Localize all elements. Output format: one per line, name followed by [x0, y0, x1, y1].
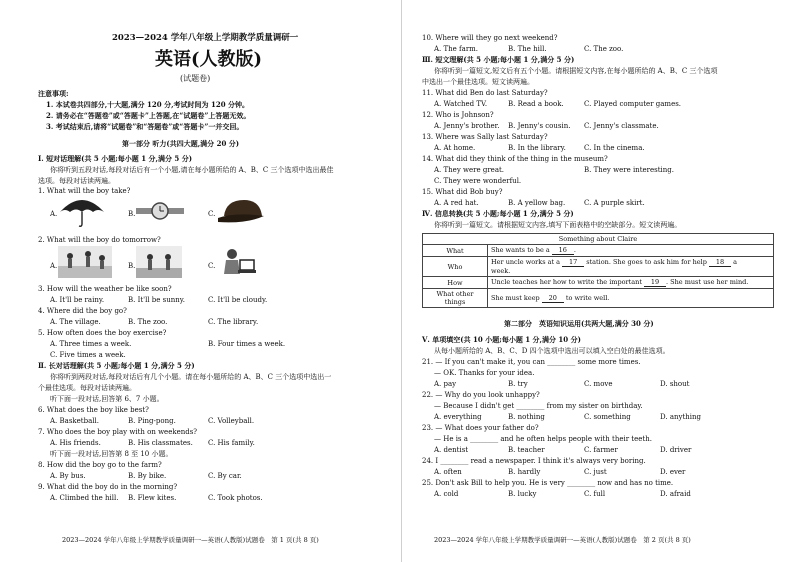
option-d[interactable]: D. shout [660, 380, 690, 388]
answer-blank-17[interactable]: 17 [562, 258, 584, 267]
row-content [488, 277, 774, 289]
kids-playing-image [58, 246, 112, 278]
option-a[interactable]: A. At home. [434, 144, 476, 152]
option-a[interactable]: A. Three times a week. [50, 340, 132, 348]
table-row [423, 289, 774, 308]
option-c[interactable]: C. His family. [208, 439, 255, 447]
option-b[interactable]: B. In the library. [508, 144, 566, 152]
option-c[interactable]: C. Played computer games. [584, 100, 682, 108]
row-text: week. [491, 267, 511, 275]
boy-computer-image [222, 246, 256, 278]
page-footer: 2023—2024 学年八年级上学期教学质量调研一—英语(人教版)试题卷 第 1 页(共 8 页) [62, 536, 319, 544]
option-c[interactable]: C. Five times a week. [50, 351, 126, 359]
question-23: 23. — What does your father do? [422, 424, 539, 432]
option-b[interactable]: B. try [508, 380, 528, 388]
note-item: 2. 请务必在“答题卷”或“答题卡”上答题,在“试题卷”上答题无效。 [46, 111, 251, 120]
option-a[interactable]: A. They were great. [434, 166, 505, 174]
people-outdoors-image [136, 246, 182, 278]
option-c[interactable]: C. move [584, 380, 613, 388]
question-2: 2. What will the boy do tomorrow? [38, 236, 161, 244]
question-22-line2: — Because I didn't get ________ from my sister on birthday. [434, 402, 643, 410]
section2-instructions-2: 个最佳选项。每段对话读两遍。 [38, 384, 136, 392]
option-c[interactable]: C. farmer [584, 446, 618, 454]
option-c[interactable]: C. By car. [208, 472, 242, 480]
answer-blank-16[interactable]: 16 [552, 246, 574, 255]
section2-instructions: 你将听到两段对话,每段对话后有几个小题。请在每小题所给的 A、B、C 三个选项中选出一 [50, 373, 332, 381]
row-content [488, 289, 774, 308]
row-text: a [733, 258, 737, 266]
option-c-label: C. [208, 210, 216, 218]
umbrella-image [58, 194, 106, 228]
section3-instructions: 你将听到一篇短文,短文后有五个小题。请根据短文内容,在每小题所给的 A、B、C 三个选项 [434, 67, 718, 75]
option-a-label: A. [50, 210, 58, 218]
question-12: 12. Who is Johnson? [422, 111, 494, 119]
option-d[interactable]: D. driver [660, 446, 692, 454]
row-text: Uncle teaches her how to write the important [491, 278, 642, 286]
option-b[interactable]: B. His classmates. [128, 439, 193, 447]
option-a[interactable]: A. often [434, 468, 462, 476]
right-page [404, 0, 794, 562]
option-a[interactable]: A. Climbed the hill. [50, 494, 119, 502]
option-a[interactable]: A. A red hat. [434, 199, 479, 207]
table-row [423, 257, 774, 277]
section5-title: Ⅴ. 单项填空(共 10 小题;每小题 1 分,满分 10 分) [422, 335, 581, 344]
cap-image [216, 198, 266, 226]
option-d[interactable]: D. anything [660, 413, 701, 421]
option-a[interactable]: A. Jenny's brother. [434, 122, 500, 130]
row-label: What [423, 245, 488, 257]
page-divider [401, 0, 402, 562]
option-b[interactable]: B. Flew kites. [128, 494, 177, 502]
option-c[interactable]: C. full [584, 490, 606, 498]
question-21: 21. — If you can't make it, you can ________ some more times. [422, 358, 641, 366]
option-a[interactable]: A. Watched TV. [434, 100, 488, 108]
notes-label: 注意事项: [38, 89, 69, 98]
option-b[interactable]: B. Ping-pong. [128, 417, 176, 425]
option-a[interactable]: A. dentist [434, 446, 469, 454]
question-21-line2: — OK. Thanks for your idea. [434, 369, 535, 377]
section5-instructions: 从每小题所给的 A、B、C、D 四个选项中选出可以填入空白处的最佳选项。 [434, 347, 670, 355]
section4-instructions: 你将听到一篇短文。请根据短文内容,填写下面表格中的空缺部分。短文读两遍。 [434, 221, 682, 229]
section4-title: Ⅳ. 信息转换(共 5 小题;每小题 1 分,满分 5 分) [422, 209, 574, 218]
question-8: 8. How did the boy go to the farm? [38, 461, 162, 469]
question-11: 11. What did Ben do last Saturday? [422, 89, 548, 97]
row-content [488, 257, 774, 277]
option-b[interactable]: B. The hill. [508, 45, 547, 53]
question-1: 1. What will the boy take? [38, 187, 131, 195]
question-22: 22. — Why do you look unhappy? [422, 391, 540, 399]
option-a[interactable]: A. It'll be rainy. [50, 296, 105, 304]
option-b[interactable]: B. Jenny's cousin. [508, 122, 571, 130]
option-a[interactable]: A. Basketball. [50, 417, 99, 425]
info-table [422, 233, 774, 308]
option-c[interactable]: C. Volleyball. [208, 417, 255, 425]
question-24: 24. I ________ read a newspaper. I think it's always very boring. [422, 457, 646, 465]
section1-instructions: 你将听到五段对话,每段对话后有一个小题,请在每小题所给的 A、B、C 三个选项中选出最佳 [50, 166, 334, 174]
question-5: 5. How often does the boy exercise? [38, 329, 167, 337]
option-a-label: A. [50, 262, 58, 270]
option-a[interactable]: A. cold [434, 490, 459, 498]
option-b-label: B. [128, 262, 136, 270]
option-c[interactable]: C. The zoo. [584, 45, 624, 53]
option-c[interactable]: C. In the cinema. [584, 144, 645, 152]
option-d[interactable]: D. afraid [660, 490, 691, 498]
table-row [423, 245, 774, 257]
option-a[interactable]: A. His friends. [50, 439, 101, 447]
row-label: What other things [423, 289, 488, 308]
section3-title: Ⅲ. 短文理解(共 5 小题;每小题 1 分,满分 5 分) [422, 55, 575, 64]
option-a[interactable]: A. The village. [50, 318, 101, 326]
section2-note: 听下面一段对话,回答第 6、7 小题。 [50, 395, 164, 403]
option-b[interactable]: B. teacher [508, 446, 545, 454]
question-10: 10. Where will they go next weekend? [422, 34, 558, 42]
option-a[interactable]: A. The farm. [434, 45, 479, 53]
option-c[interactable]: C. just [584, 468, 607, 476]
question-23-line2: — He is a ________ and he often helps people with their teeth. [434, 435, 652, 443]
row-text: She must keep [491, 293, 540, 302]
answer-blank-20[interactable]: 20 [542, 294, 564, 303]
subject-title: 英语(人教版) [155, 49, 263, 70]
part2-title: 第二部分 英语知识运用(共两大题,满分 30 分) [504, 319, 654, 328]
option-c[interactable]: C. Jenny's classmate. [584, 122, 659, 130]
option-c[interactable]: C. Took photos. [208, 494, 263, 502]
option-a[interactable]: A. everything [434, 413, 482, 421]
option-b-label: B. [128, 210, 136, 218]
option-d[interactable]: D. ever [660, 468, 686, 476]
row-text: . [573, 246, 576, 254]
part1-title: 第一部分 听力(共四大题,满分 20 分) [122, 139, 240, 148]
question-7: 7. Who does the boy play with on weekends? [38, 428, 198, 436]
answer-blank-19[interactable]: 19 [644, 278, 666, 287]
note-item: 1. 本试卷共四部分,十大题,满分 120 分,考试时间为 120 分钟。 [46, 100, 250, 109]
section1-instructions-2: 选项。每段对话读两遍。 [38, 177, 115, 185]
note-item: 3. 考试结束后,请将“试题卷”和“答题卷”或“答题卡”一并交回。 [46, 122, 244, 131]
paper-type: (试题卷) [180, 74, 211, 83]
option-b[interactable]: B. It'll be sunny. [128, 296, 186, 304]
table-caption: Something about Claire [423, 234, 774, 245]
question-25: 25. Don't ask Bill to help you. He is very ________ now and has no time. [422, 479, 674, 487]
row-label: Who [423, 257, 488, 277]
row-text: station. She goes to ask him for help [586, 258, 707, 266]
row-content [488, 245, 774, 257]
question-6: 6. What does the boy like best? [38, 406, 149, 414]
option-a[interactable]: A. pay [434, 380, 457, 388]
option-b[interactable]: B. hardly [508, 468, 541, 476]
row-text: Her uncle works at a [491, 258, 561, 266]
row-label: How [423, 277, 488, 289]
question-13: 13. Where was Sally last Saturday? [422, 133, 548, 141]
section2-title: Ⅱ. 长对话理解(共 5 小题;每小题 1 分,满分 5 分) [38, 361, 195, 370]
option-b[interactable]: B. Four times a week. [208, 340, 286, 348]
exam-title: 2023—2024 学年八年级上学期教学质量调研一 [112, 33, 299, 43]
question-3: 3. How will the weather be like soon? [38, 285, 172, 293]
page-footer: 2023—2024 学年八年级上学期教学质量调研一—英语(人教版)试题卷 第 2 页(共 8 页) [434, 536, 691, 544]
row-text: . She must use her mind. [666, 278, 749, 286]
option-b[interactable]: B. The zoo. [128, 318, 168, 326]
option-c[interactable]: C. They were wonderful. [434, 177, 522, 185]
option-b[interactable]: B. lucky [508, 490, 537, 498]
row-text: She wants to be a [491, 246, 550, 254]
option-c[interactable]: C. something [584, 413, 631, 421]
answer-blank-18[interactable]: 18 [709, 258, 731, 267]
option-c-label: C. [208, 262, 216, 270]
question-14: 14. What did they think of the thing in the museum? [422, 155, 608, 163]
section2-note-2: 听下面一段对话,回答第 8 至 10 小题。 [50, 450, 173, 458]
option-a[interactable]: A. By bus. [50, 472, 86, 480]
table-row [423, 277, 774, 289]
option-c[interactable]: C. The library. [208, 318, 259, 326]
question-9: 9. What did the boy do in the morning? [38, 483, 178, 491]
question-4: 4. Where did the boy go? [38, 307, 127, 315]
question-15: 15. What did Bob buy? [422, 188, 503, 196]
option-b[interactable]: B. By bike. [128, 472, 167, 480]
option-b[interactable]: B. Read a book. [508, 100, 564, 108]
option-b[interactable]: B. They were interesting. [584, 166, 674, 174]
option-c[interactable]: C. A purple skirt. [584, 199, 645, 207]
option-c[interactable]: C. It'll be cloudy. [208, 296, 268, 304]
watch-image [136, 202, 184, 220]
option-b[interactable]: B. A yellow bag. [508, 199, 566, 207]
section3-instructions-2: 中选出一个最佳选项。短文读两遍。 [422, 78, 534, 86]
section1-title: Ⅰ. 短对话理解(共 5 小题;每小题 1 分,满分 5 分) [38, 154, 193, 163]
row-text: to write well. [565, 293, 610, 302]
option-b[interactable]: B. nothing [508, 413, 545, 421]
